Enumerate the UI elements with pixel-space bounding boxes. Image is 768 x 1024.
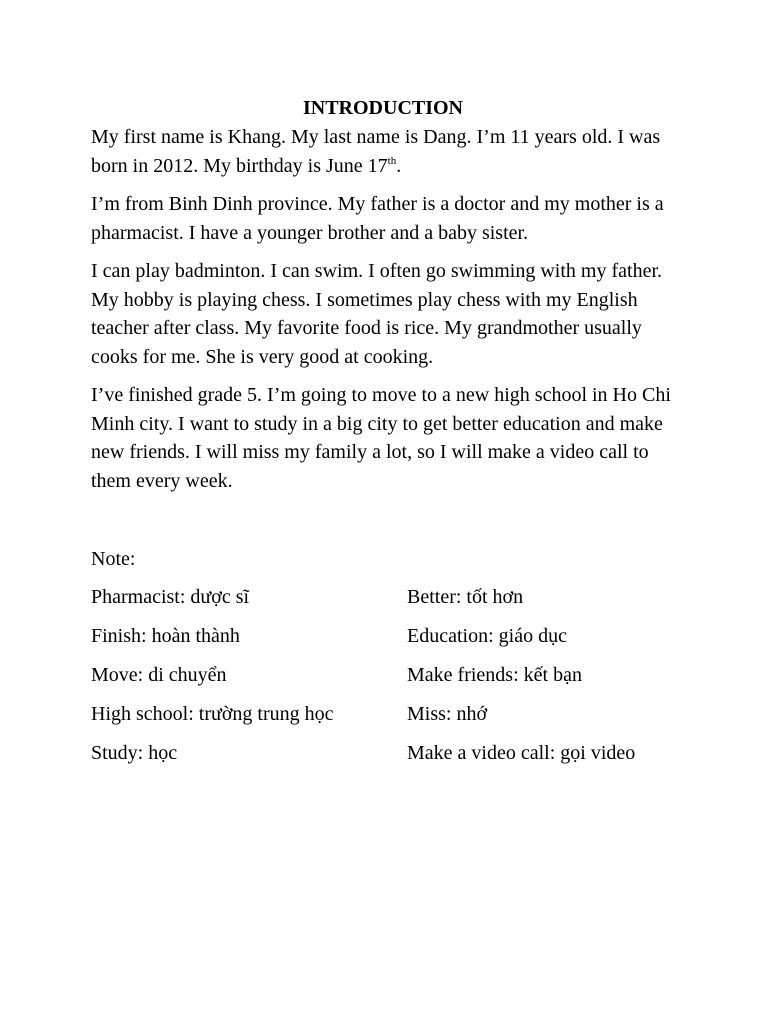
notes-right-column: [407, 583, 687, 778]
paragraph-plans: I’ve finished grade 5. I’m going to move to a new high school in Ho Chi Minh city. I want to study in a big city to get better education and make new friends. I will miss my family a lot, so I will make a video call to them every week.: [91, 384, 671, 492]
note-item: High school: trường trung học: [91, 703, 334, 725]
note-item: Pharmacist: dược sĩ: [91, 586, 250, 608]
note-label: Note:: [91, 548, 136, 570]
paragraph-hobbies: I can play badminton. I can swim. I often go swimming with my father. My hobby is playing chess. I sometimes play chess with my English teacher after class. My favorite food is rice. My grandmother usually cooks for me. She is very good at cooking.: [91, 260, 662, 368]
note-item: Make a video call: gọi video: [407, 742, 636, 764]
note-item: Study: học: [91, 742, 178, 764]
paragraph-name-age: [91, 123, 681, 180]
paragraph-family: I’m from Binh Dinh province. My father is a doctor and my mother is a pharmacist. I have a younger brother and a baby sister.: [91, 193, 664, 244]
document-page: [91, 94, 691, 778]
note-item: Better: tốt hơn: [407, 586, 524, 608]
ordinal-superscript: th: [387, 154, 397, 167]
document-title: INTRODUCTION: [302, 97, 464, 119]
notes-left-column: [91, 583, 407, 778]
note-item: Education: giáo dục: [407, 625, 567, 647]
vocabulary-notes: [91, 583, 691, 778]
note-item: Miss: nhớ: [407, 703, 488, 725]
note-item: Make friends: kết bạn: [407, 664, 582, 686]
note-item: Finish: hoàn thành: [91, 625, 240, 647]
paragraph-text: My first name is Khang. My last name is Dang. I’m 11 years old. I was born in 2012. My birthday is June 17: [91, 126, 661, 177]
paragraph-period: .: [396, 154, 402, 177]
note-item: Move: di chuyển: [91, 664, 227, 686]
